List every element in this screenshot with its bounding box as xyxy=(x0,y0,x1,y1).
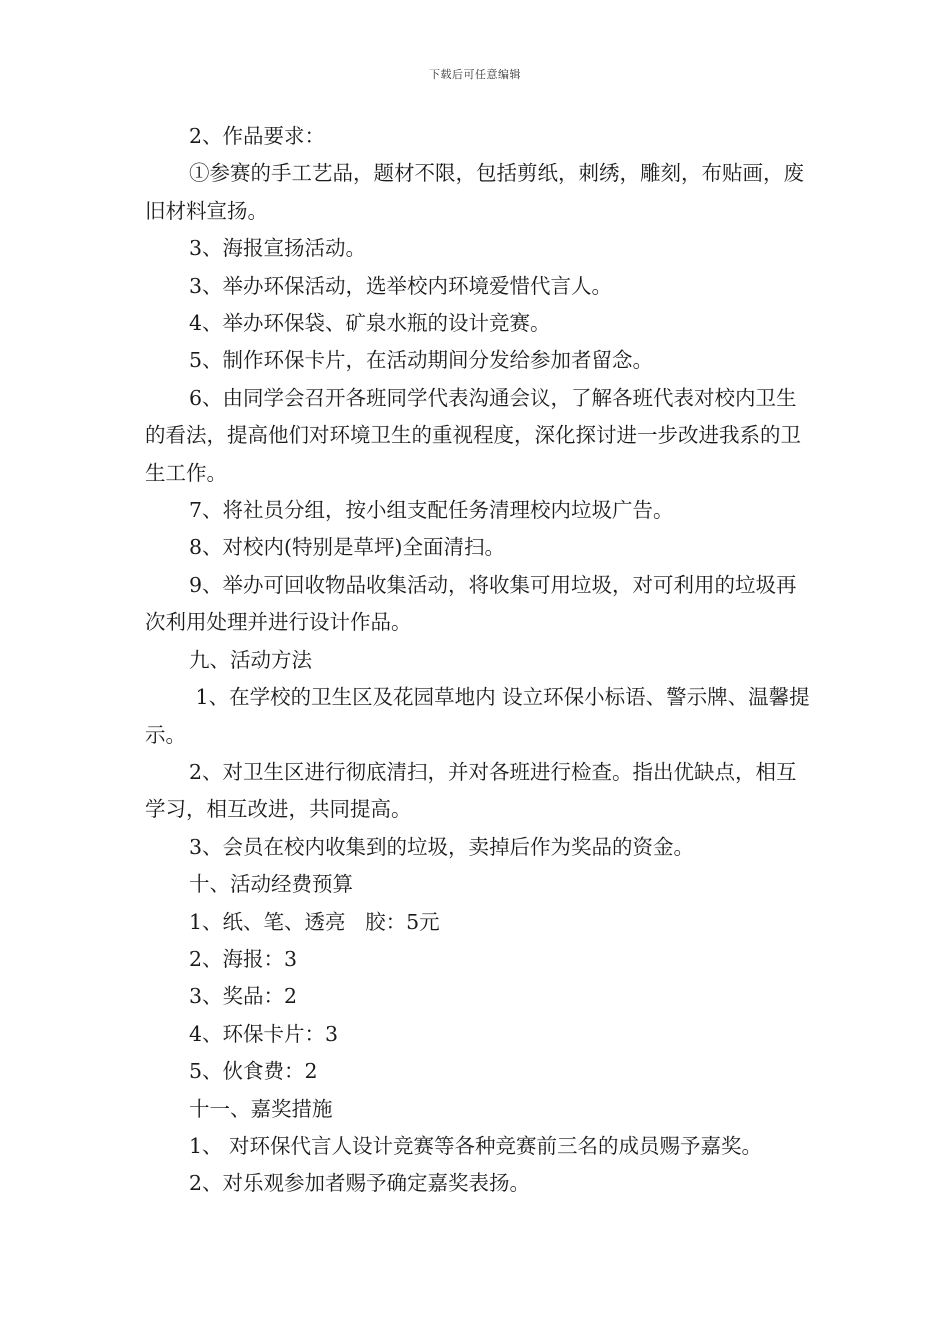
section-heading-methods: 九、活动方法 xyxy=(189,647,312,672)
paragraph-funds: 3、会员在校内收集到的垃圾，卖掉后作为奖品的资金。 xyxy=(189,834,695,859)
paragraph-cleaning: 8、对校内(特别是草坪)全面清扫。 xyxy=(189,535,506,560)
paragraph-poster: 3、海报宣扬活动。 xyxy=(189,236,367,261)
paragraph-inspection: 2、对卫生区进行彻底清扫，并对各班进行检查。指出优缺点，相互学习，相互改进，共同提高。 xyxy=(145,759,797,822)
paragraph-reward-participants: 2、对乐观参加者赐予确定嘉奖表扬。 xyxy=(189,1171,531,1196)
document-body xyxy=(145,118,810,1203)
paragraph-spokesperson: 3、举办环保活动，选举校内环境爱惜代言人。 xyxy=(189,273,613,298)
paragraph-reward-winners: 1、 对环保代言人设计竞赛等各种竞赛前三名的成员赐予嘉奖。 xyxy=(189,1133,763,1158)
paragraph-signs: 1、在学校的卫生区及花园草地内 设立环保小标语、警示牌、温馨提示。 xyxy=(145,685,810,747)
paragraph-cards: 5、制作环保卡片，在活动期间分发给参加者留念。 xyxy=(189,348,654,373)
budget-item-prizes: 3、奖品：2 xyxy=(189,984,298,1009)
budget-item-cards: 4、环保卡片：3 xyxy=(189,1021,339,1046)
paragraph-meeting: 6、由同学会召开各班同学代表沟通会议，了解各班代表对校内卫生的看法，提高他们对环境卫生的重视程度，深化探讨进一步改进我系的卫生工作。 xyxy=(145,385,801,485)
budget-item-poster: 2、海报：3 xyxy=(189,946,298,971)
paragraph-grouping: 7、将社员分组，按小组支配任务清理校内垃圾广告。 xyxy=(189,498,674,523)
paragraph-handicraft: ①参赛的手工艺品，题材不限，包括剪纸，刺绣，雕刻，布贴画，废旧材料宣扬。 xyxy=(145,161,804,223)
paragraph-bag-contest: 4、举办环保袋、矿泉水瓶的设计竞赛。 xyxy=(189,311,551,336)
budget-item-stationery: 1、纸、笔、透亮 胶：5元 xyxy=(189,909,440,934)
paragraph-work-requirements: 2、作品要求： xyxy=(189,124,326,148)
section-heading-rewards: 十一、嘉奖措施 xyxy=(189,1096,333,1121)
page-header: 下载后可任意编辑 xyxy=(429,68,521,81)
budget-item-meals: 5、伙食费：2 xyxy=(189,1059,318,1084)
section-heading-budget: 十、活动经费预算 xyxy=(189,872,353,897)
paragraph-recycling: 9、举办可回收物品收集活动，将收集可用垃圾，对可利用的垃圾再次利用处理并进行设计作品。 xyxy=(145,572,797,635)
